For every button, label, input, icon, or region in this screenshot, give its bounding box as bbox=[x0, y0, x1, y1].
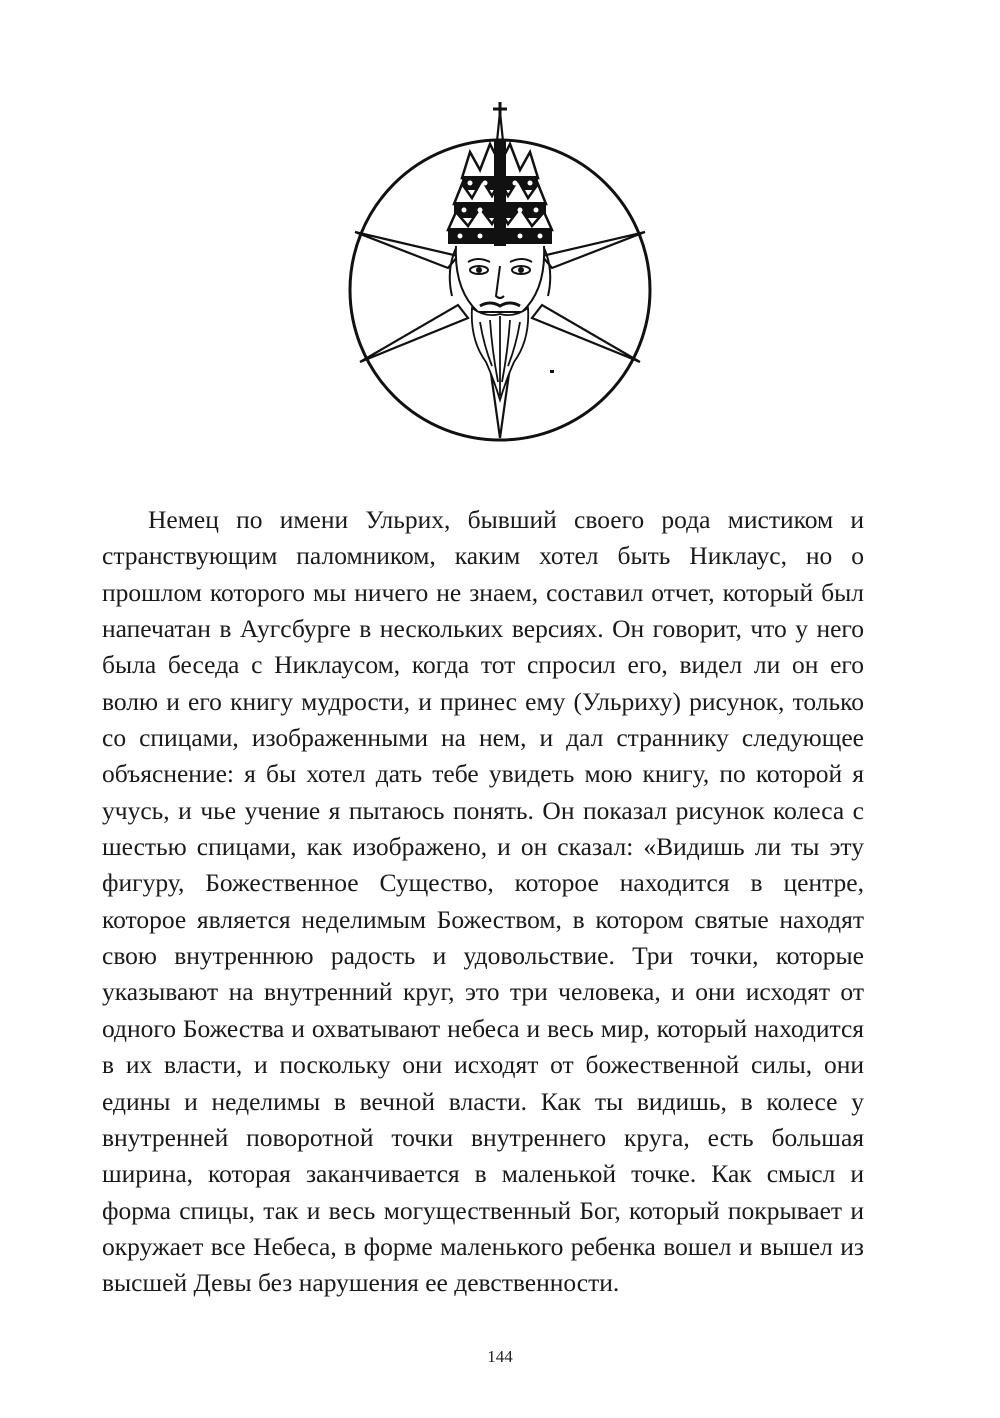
spoke-lower-right bbox=[532, 305, 640, 362]
beard-icon bbox=[472, 308, 528, 400]
crown-icon bbox=[448, 140, 552, 248]
wheel-illustration bbox=[330, 100, 670, 445]
cross-icon bbox=[493, 102, 507, 122]
page-number: 144 bbox=[487, 1347, 513, 1366]
face-icon bbox=[450, 246, 551, 312]
wheel-drawing bbox=[330, 100, 670, 445]
body-paragraph: Немец по имени Ульрих, бывший своего рода мистиком и странствующим паломником, каким хотел быть Никлаус, но о прошлом которого мы ничего не знаем, составил отчет, который был напечатан в Аугсбурге в нескольких версиях. Он говорит, что у него была беседа с Никлаусом, когда тот спросил его, видел ли он его волю и его книгу мудрости, и принес ему (Ульриху) рисунок, только со спицами, изображенными на нем, и дал страннику следующее объяснение: я бы хотел дать тебе увидеть мою книгу, по которой я учусь, и чье учение я пытаюсь понять. Он показал рисунок колеса с шестью спицами, как изображено, и он сказал: «Видишь ли ты эту фигуру, Божественное Существо, которое находится в центре, которое является неделимым Божеством, в котором святые находят свою внутреннюю радость и удовольствие. Три точки, которые указывают на внутренний круг, это три человека, и они исходят от одного Божества и охватывают небеса и весь мир, который находится в их власти, и поскольку они исходят от божественной силы, они едины и неделимы в вечной власти. Как ты видишь, в колесе у внутренней поворотной точки внутреннего круга, есть большая ширина, которая заканчивается в маленькой точке. Как смысл и форма спицы, так и весь могущественный Бог, который покрывает и окружает все Небеса, в форме маленького ребенка вошел и вышел из высшей Девы без нарушения ее девственности. bbox=[102, 505, 864, 1298]
small-mark bbox=[550, 370, 554, 373]
spoke-lower-left bbox=[360, 305, 468, 362]
spoke-upper-right bbox=[542, 232, 645, 268]
spoke-upper-left bbox=[355, 232, 458, 268]
